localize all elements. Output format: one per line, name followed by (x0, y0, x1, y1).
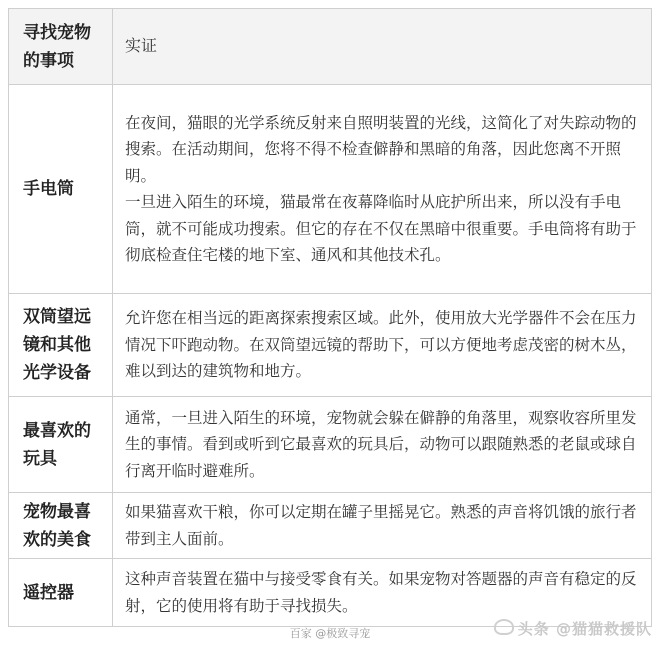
row-evidence: 这种声音装置在猫中与接受零食有关。如果宠物对答题器的声音有稳定的反射，它的使用将有助于寻找损失。 (113, 559, 652, 627)
evidence-paragraph: 一旦进入陌生的环境，猫最常在夜幕降临时从庇护所出来，所以没有手电筒，就不可能成功搜索。但它的存在不仅在黑暗中很重要。手电筒将有助于彻底检查住宅楼的地下室、通风和其他技术孔。 (125, 193, 637, 264)
row-item: 宠物最喜欢的美食 (9, 493, 113, 559)
table-row (9, 559, 652, 627)
row-item: 双筒望远镜和其他光学设备 (9, 294, 113, 397)
evidence-paragraph: 在夜间，猫眼的光学系统反射来自照明装置的光线，这简化了对失踪动物的搜索。在活动期间，您将不得不检查僻静和黑暗的角落，因此您离不开照明。 (125, 113, 637, 185)
table-row (9, 294, 652, 397)
row-evidence: 允许您在相当远的距离探索搜索区域。此外，使用放大光学器件不会在压力情况下吓跑动物。在双筒望远镜的帮助下，可以方便地考虑茂密的树木丛，难以到达的建筑物和地方。 (113, 294, 652, 397)
source-caption: 百家 @极致寻宠 (289, 627, 371, 640)
pet-search-table (8, 8, 652, 627)
row-item: 遥控器 (9, 559, 113, 627)
row-evidence (113, 85, 652, 294)
row-item: 最喜欢的玩具 (9, 397, 113, 493)
table-row (9, 493, 652, 559)
watermark (494, 618, 652, 639)
watermark-text: 头条 @猫猫救援队 (517, 620, 652, 638)
row-item: 手电筒 (9, 85, 113, 294)
weibo-icon (494, 619, 514, 635)
table-row (9, 85, 652, 294)
table-header-row (9, 9, 652, 85)
row-evidence: 如果猫喜欢干粮，你可以定期在罐子里摇晃它。熟悉的声音将饥饿的旅行者带到主人面前。 (113, 493, 652, 559)
row-evidence: 通常，一旦进入陌生的环境，宠物就会躲在僻静的角落里，观察收容所里发生的事情。看到或听到它最喜欢的玩具后，动物可以跟随熟悉的老鼠或球自行离开临时避难所。 (113, 397, 652, 493)
table-row (9, 397, 652, 493)
header-col-evidence: 实证 (113, 9, 652, 85)
header-col-item: 寻找宠物的事项 (9, 9, 113, 85)
